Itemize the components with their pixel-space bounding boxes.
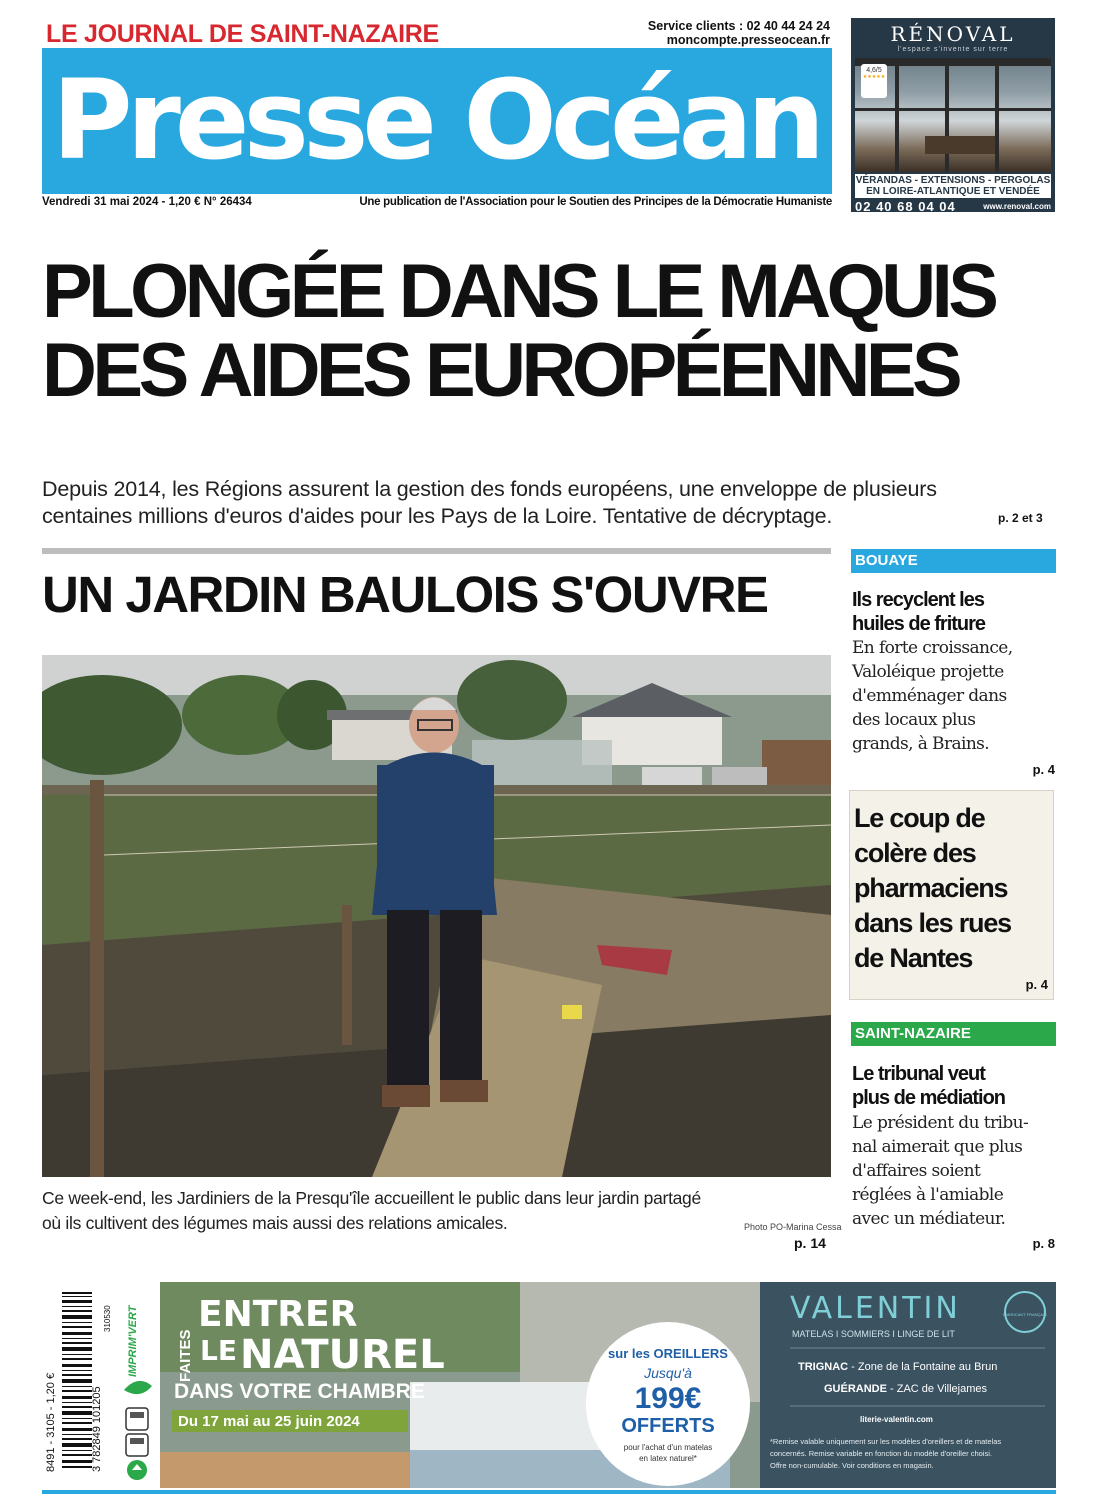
edition-name: LE JOURNAL DE SAINT-NAZAIRE (46, 20, 439, 48)
badge-jusqua: Jusqu'à (644, 1365, 692, 1381)
legal-line: Offre non-cumulable. Voir conditions en magasin. (770, 1461, 934, 1470)
bouaye-text (852, 636, 1057, 756)
offer-dates: Du 17 mai au 25 juin 2024 (178, 1413, 360, 1430)
edition-bar (42, 18, 832, 48)
service-phone: Service clients : 02 40 44 24 24 (647, 19, 830, 33)
presse-ocean-logo: Presse Océan (52, 56, 820, 184)
section-rule (42, 548, 831, 554)
barcode-number: 3 782849 101205 (91, 1386, 103, 1472)
valentin-brand: VALENTIN (790, 1291, 961, 1326)
services-line: VÉRANDAS - EXTENSIONS - PERGOLAS (855, 175, 1051, 186)
rating-stars: ★★★★★ (862, 74, 886, 80)
pharmaciens-box[interactable] (849, 790, 1054, 1000)
text-line: réglées à l'amiable (852, 1185, 1004, 1205)
imprim-vert-icon (118, 1282, 158, 1482)
text-line: d'affaires soient (852, 1161, 981, 1181)
bouaye-title[interactable] (852, 588, 1052, 636)
dans-votre-chambre-text: DANS VOTRE CHAMBRE (174, 1380, 425, 1403)
main-standfirst (42, 476, 1052, 530)
valentin-advertisement[interactable] (160, 1282, 1056, 1488)
garden-page-ref[interactable]: p. 14 (794, 1235, 826, 1251)
service-clients (648, 19, 830, 47)
imprim-vert-label: IMPRIM'VERT (127, 1305, 139, 1377)
badge-offerts: OFFERTS (621, 1415, 715, 1437)
headline-line: PLONGÉE DANS LE MAQUIS (42, 249, 995, 334)
renoval-brand: RÉNOVAL (890, 22, 1016, 46)
faites-text: FAITES (177, 1329, 194, 1382)
garden-headline[interactable]: UN JARDIN BAULOIS S'OUVRE (42, 566, 768, 623)
renoval-advertisement[interactable] (851, 18, 1055, 212)
title-line: Ils recyclent les (852, 589, 984, 611)
caption-line: où ils cultivent des légumes mais aussi des relations amicales. (42, 1213, 508, 1233)
saint-nazaire-title[interactable] (852, 1062, 1052, 1110)
section-tag-bouaye: BOUAYE (851, 549, 1056, 573)
garden-photo-illustration (42, 655, 831, 1177)
title-line: Le coup de (854, 803, 985, 833)
text-line: nal aimerait que plus (852, 1137, 1023, 1157)
saint-nazaire-page-ref[interactable]: p. 8 (1032, 1236, 1055, 1251)
valentin-ad-artwork (160, 1282, 1056, 1488)
valentin-products: MATELAS I SOMMIERS I LINGE DE LIT (792, 1329, 955, 1339)
text-line: des locaux plus (852, 710, 976, 730)
barcode-icon (42, 1282, 112, 1482)
badge-note-line: en latex naturel* (639, 1454, 697, 1463)
barcode-code: 8491 - 3105 - 1,20 € (45, 1372, 57, 1472)
title-line: pharmaciens (854, 873, 1008, 903)
section-tag-saint-nazaire: SAINT-NAZAIRE (851, 1022, 1056, 1046)
rating-value: 4,6/5 (866, 67, 882, 74)
veranda-photo (855, 58, 1051, 172)
renoval-website[interactable]: www.renoval.com (983, 202, 1051, 211)
renoval-tagline: l'espace s'invente sur terre (897, 46, 1009, 53)
legal-line: concernés. Remise variable en fonction du modèle d'oreiller choisi. (770, 1449, 992, 1458)
rating-badge (861, 64, 887, 98)
fabricant-seal: FABRICANT FRANÇAIS (1003, 1312, 1047, 1317)
title-line: Le tribunal veut (852, 1063, 985, 1085)
title-line: dans les rues (854, 908, 1011, 938)
text-line: Valoléique projette (852, 662, 1004, 682)
title-line: huiles de friture (852, 613, 986, 635)
badge-top-text: sur les OREILLERS (608, 1346, 728, 1361)
pharmaciens-title (854, 801, 1050, 976)
caption-line: Ce week-end, les Jardiniers de la Presqu'île accueillent le public dans leur jardin partagé (42, 1188, 701, 1208)
garden-photo[interactable] (42, 655, 831, 1177)
store-trignac: TRIGNAC - Zone de la Fontaine au Brun (798, 1361, 998, 1373)
title-line: plus de médiation (852, 1087, 1006, 1109)
standfirst-line: Depuis 2014, les Régions assurent la gestion des fonds européens, une enveloppe de plusieurs (42, 477, 937, 501)
text-line: grands, à Brains. (852, 734, 990, 754)
masthead (42, 18, 832, 194)
badge-amount: 199€ (634, 1382, 702, 1415)
entrer-text: ENTRER (198, 1294, 358, 1335)
pharmaciens-page-ref[interactable]: p. 4 (1025, 977, 1048, 992)
service-website[interactable]: moncompte.presseocean.fr (666, 33, 830, 47)
bouaye-page-ref[interactable]: p. 4 (1032, 762, 1055, 777)
main-headline[interactable] (42, 249, 1062, 413)
dateline (42, 196, 832, 212)
headline-line: DES AIDES EUROPÉENNES (42, 328, 959, 413)
le-text: LE (200, 1334, 237, 1367)
renoval-phone[interactable]: 02 40 68 04 04 (855, 199, 956, 214)
standfirst-line: centaines millions d'euros d'aides pour les Pays de la Loire. Tentative de décryptage. (42, 504, 833, 528)
text-line: En forte croissance, (852, 638, 1013, 658)
text-line: d'emménager dans (852, 686, 1007, 706)
saint-nazaire-text (852, 1111, 1057, 1231)
title-line: de Nantes (854, 943, 973, 973)
main-page-ref[interactable]: p. 2 et 3 (998, 511, 1043, 525)
garden-caption (42, 1186, 831, 1236)
badge-note-line: pour l'achat d'un matelas (623, 1443, 713, 1452)
issue-date: Vendredi 31 mai 2024 - 1,20 € N° 26434 (42, 196, 252, 208)
region-line: EN LOIRE-ATLANTIQUE ET VENDÉE (866, 186, 1040, 197)
text-line: avec un médiateur. (852, 1209, 1006, 1229)
imprim-vert-logos (118, 1282, 158, 1482)
photo-credit: Photo PO-Marina Cessa (744, 1222, 842, 1232)
store-guerande: GUÉRANDE - ZAC de Villejames (824, 1383, 988, 1395)
renoval-services (855, 174, 1051, 198)
barcode-top-digits: 310530 (103, 1305, 112, 1332)
title-line: colère des (854, 838, 976, 868)
publisher-note: Une publication de l'Association pour le Soutien des Principes de la Démocratie Humaniste (359, 196, 832, 208)
legal-line: *Remise valable uniquement sur les modèles d'oreillers et de matelas (770, 1437, 1002, 1446)
text-line: Le président du tribu- (852, 1113, 1029, 1133)
naturel-text: NATUREL (240, 1332, 445, 1378)
valentin-website: literie-valentin.com (860, 1415, 933, 1424)
bottom-strip (42, 1280, 1056, 1490)
bottom-rule (42, 1490, 1056, 1494)
barcode (42, 1282, 112, 1482)
